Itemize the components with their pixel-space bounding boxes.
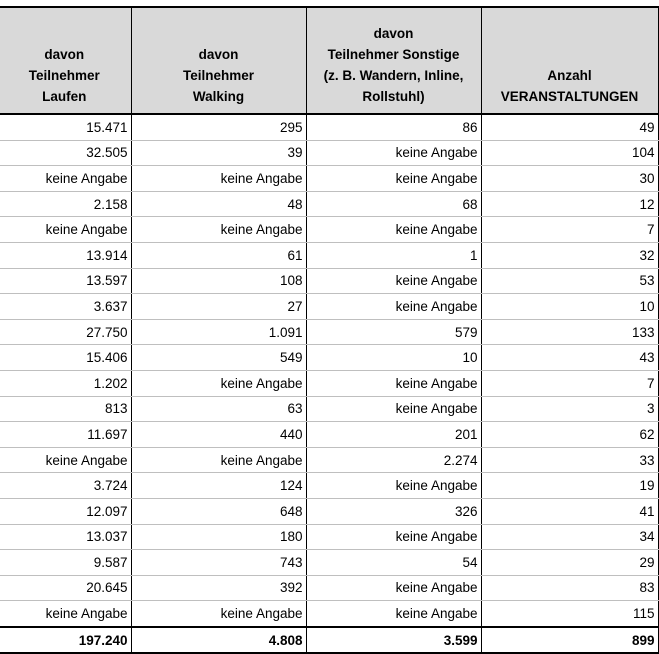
cell-laufen: 32.505 <box>0 140 131 166</box>
cell-laufen: 20.645 <box>0 575 131 601</box>
cell-veranstaltungen: 34 <box>481 524 658 550</box>
cell-sonstige: 68 <box>306 191 481 217</box>
cell-walking: keine Angabe <box>131 447 306 473</box>
cell-laufen: 15.471 <box>0 114 131 140</box>
table-row <box>0 268 658 294</box>
table-row <box>0 294 658 320</box>
cell-sonstige: keine Angabe <box>306 166 481 192</box>
cell-laufen: 15.406 <box>0 345 131 371</box>
cell-sonstige: keine Angabe <box>306 601 481 627</box>
header-veranstaltungen: Anzahl VERANSTALTUNGEN <box>481 7 658 114</box>
cell-walking: 48 <box>131 191 306 217</box>
cell-walking: keine Angabe <box>131 601 306 627</box>
cell-laufen: 3.724 <box>0 473 131 499</box>
cell-walking: 63 <box>131 396 306 422</box>
total-cell-laufen: 197.240 <box>0 627 131 654</box>
cell-sonstige: keine Angabe <box>306 524 481 550</box>
table-row <box>0 345 658 371</box>
cell-veranstaltungen: 3 <box>481 396 658 422</box>
cell-veranstaltungen: 104 <box>481 140 658 166</box>
cell-veranstaltungen: 33 <box>481 447 658 473</box>
cell-walking: 392 <box>131 575 306 601</box>
cell-walking: 61 <box>131 242 306 268</box>
total-cell-veranstaltungen: 899 <box>481 627 658 654</box>
table-row <box>0 217 658 243</box>
cell-walking: 549 <box>131 345 306 371</box>
table-row <box>0 524 658 550</box>
cell-sonstige: 326 <box>306 498 481 524</box>
cell-veranstaltungen: 43 <box>481 345 658 371</box>
cell-laufen: keine Angabe <box>0 166 131 192</box>
cell-walking: keine Angabe <box>131 370 306 396</box>
cell-sonstige: keine Angabe <box>306 140 481 166</box>
cell-walking: 124 <box>131 473 306 499</box>
cell-laufen: keine Angabe <box>0 447 131 473</box>
cell-veranstaltungen: 29 <box>481 550 658 576</box>
cell-veranstaltungen: 32 <box>481 242 658 268</box>
cell-veranstaltungen: 19 <box>481 473 658 499</box>
cell-veranstaltungen: 115 <box>481 601 658 627</box>
table-row <box>0 191 658 217</box>
table-row <box>0 473 658 499</box>
total-cell-sonstige: 3.599 <box>306 627 481 654</box>
table-row <box>0 575 658 601</box>
cell-sonstige: 86 <box>306 114 481 140</box>
cell-laufen: 13.914 <box>0 242 131 268</box>
cell-laufen: 1.202 <box>0 370 131 396</box>
cell-sonstige: keine Angabe <box>306 370 481 396</box>
header-walking: davon Teilnehmer Walking <box>131 7 306 114</box>
table-row <box>0 370 658 396</box>
cell-laufen: keine Angabe <box>0 217 131 243</box>
table-row <box>0 422 658 448</box>
table-row <box>0 396 658 422</box>
cell-veranstaltungen: 30 <box>481 166 658 192</box>
cell-veranstaltungen: 62 <box>481 422 658 448</box>
table-row <box>0 498 658 524</box>
table-row <box>0 550 658 576</box>
table-row <box>0 601 658 627</box>
total-cell-walking: 4.808 <box>131 627 306 654</box>
cell-laufen: 12.097 <box>0 498 131 524</box>
cell-sonstige: keine Angabe <box>306 268 481 294</box>
cell-veranstaltungen: 83 <box>481 575 658 601</box>
cell-sonstige: keine Angabe <box>306 396 481 422</box>
cell-sonstige: 1 <box>306 242 481 268</box>
cell-walking: 180 <box>131 524 306 550</box>
table-row <box>0 242 658 268</box>
cell-veranstaltungen: 10 <box>481 294 658 320</box>
cell-sonstige: 579 <box>306 319 481 345</box>
cell-veranstaltungen: 49 <box>481 114 658 140</box>
data-table <box>0 6 659 654</box>
cell-walking: 39 <box>131 140 306 166</box>
cell-walking: 108 <box>131 268 306 294</box>
cell-walking: 27 <box>131 294 306 320</box>
cell-walking: 295 <box>131 114 306 140</box>
cell-walking: 648 <box>131 498 306 524</box>
cell-veranstaltungen: 133 <box>481 319 658 345</box>
table-row <box>0 166 658 192</box>
cell-laufen: 2.158 <box>0 191 131 217</box>
header-sonstige: davon Teilnehmer Sonstige (z. B. Wandern, Inline, Rollstuhl) <box>306 7 481 114</box>
cell-sonstige: 201 <box>306 422 481 448</box>
cell-walking: keine Angabe <box>131 166 306 192</box>
cell-laufen: keine Angabe <box>0 601 131 627</box>
cell-sonstige: keine Angabe <box>306 575 481 601</box>
header-laufen: davon Teilnehmer Laufen <box>0 7 131 114</box>
cell-walking: keine Angabe <box>131 217 306 243</box>
table-row <box>0 447 658 473</box>
cell-walking: 440 <box>131 422 306 448</box>
cell-laufen: 9.587 <box>0 550 131 576</box>
cell-laufen: 13.037 <box>0 524 131 550</box>
cell-laufen: 27.750 <box>0 319 131 345</box>
cell-laufen: 11.697 <box>0 422 131 448</box>
cell-veranstaltungen: 12 <box>481 191 658 217</box>
cell-walking: 743 <box>131 550 306 576</box>
header-row <box>0 7 658 114</box>
cell-veranstaltungen: 7 <box>481 217 658 243</box>
table-row <box>0 140 658 166</box>
cell-sonstige: keine Angabe <box>306 294 481 320</box>
cell-sonstige: keine Angabe <box>306 217 481 243</box>
cell-walking: 1.091 <box>131 319 306 345</box>
cell-laufen: 13.597 <box>0 268 131 294</box>
cell-veranstaltungen: 7 <box>481 370 658 396</box>
cell-veranstaltungen: 53 <box>481 268 658 294</box>
cell-sonstige: 54 <box>306 550 481 576</box>
cell-sonstige: 2.274 <box>306 447 481 473</box>
table-row <box>0 114 658 140</box>
cell-veranstaltungen: 41 <box>481 498 658 524</box>
cell-sonstige: 10 <box>306 345 481 371</box>
table-row <box>0 319 658 345</box>
cell-laufen: 813 <box>0 396 131 422</box>
cell-sonstige: keine Angabe <box>306 473 481 499</box>
total-row <box>0 627 658 654</box>
cell-laufen: 3.637 <box>0 294 131 320</box>
